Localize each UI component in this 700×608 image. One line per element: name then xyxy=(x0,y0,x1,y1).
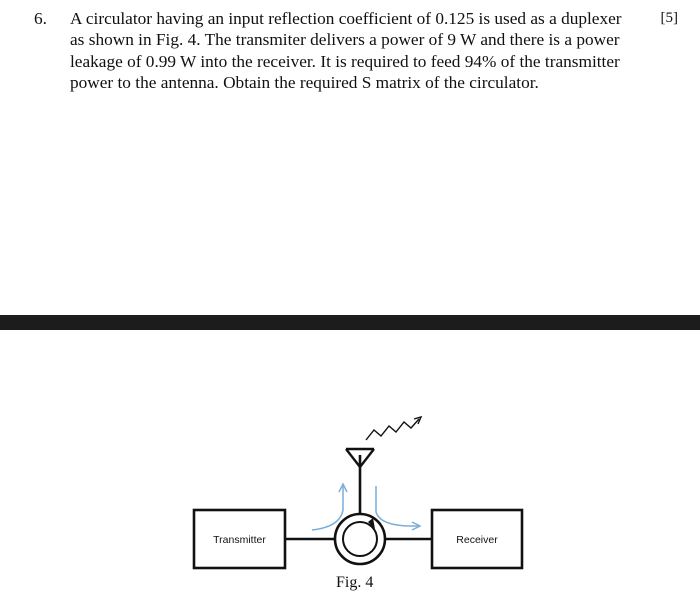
question-line: A circulator having an input reflection coefficient of 0.125 is used as a duplexer xyxy=(70,9,622,28)
divider-bar xyxy=(0,315,700,330)
radiation-wave-icon xyxy=(366,417,421,440)
question-text xyxy=(70,8,660,93)
figure-caption: Fig. 4 xyxy=(336,574,374,591)
question-line: as shown in Fig. 4. The transmiter delivers a power of 9 W and there is a power xyxy=(70,30,620,50)
receiver-label: Receiver xyxy=(456,534,498,546)
question-number: 6. xyxy=(34,9,47,28)
question-line: power to the antenna. Obtain the required S matrix of the circulator. xyxy=(70,72,539,92)
question-line: leakage of 0.99 W into the receiver. It is required to feed 94% of the transmitter xyxy=(70,51,620,71)
circulator-inner xyxy=(343,522,377,556)
marks-label: [5] xyxy=(660,10,678,26)
transmitter-label: Transmitter xyxy=(213,534,266,546)
